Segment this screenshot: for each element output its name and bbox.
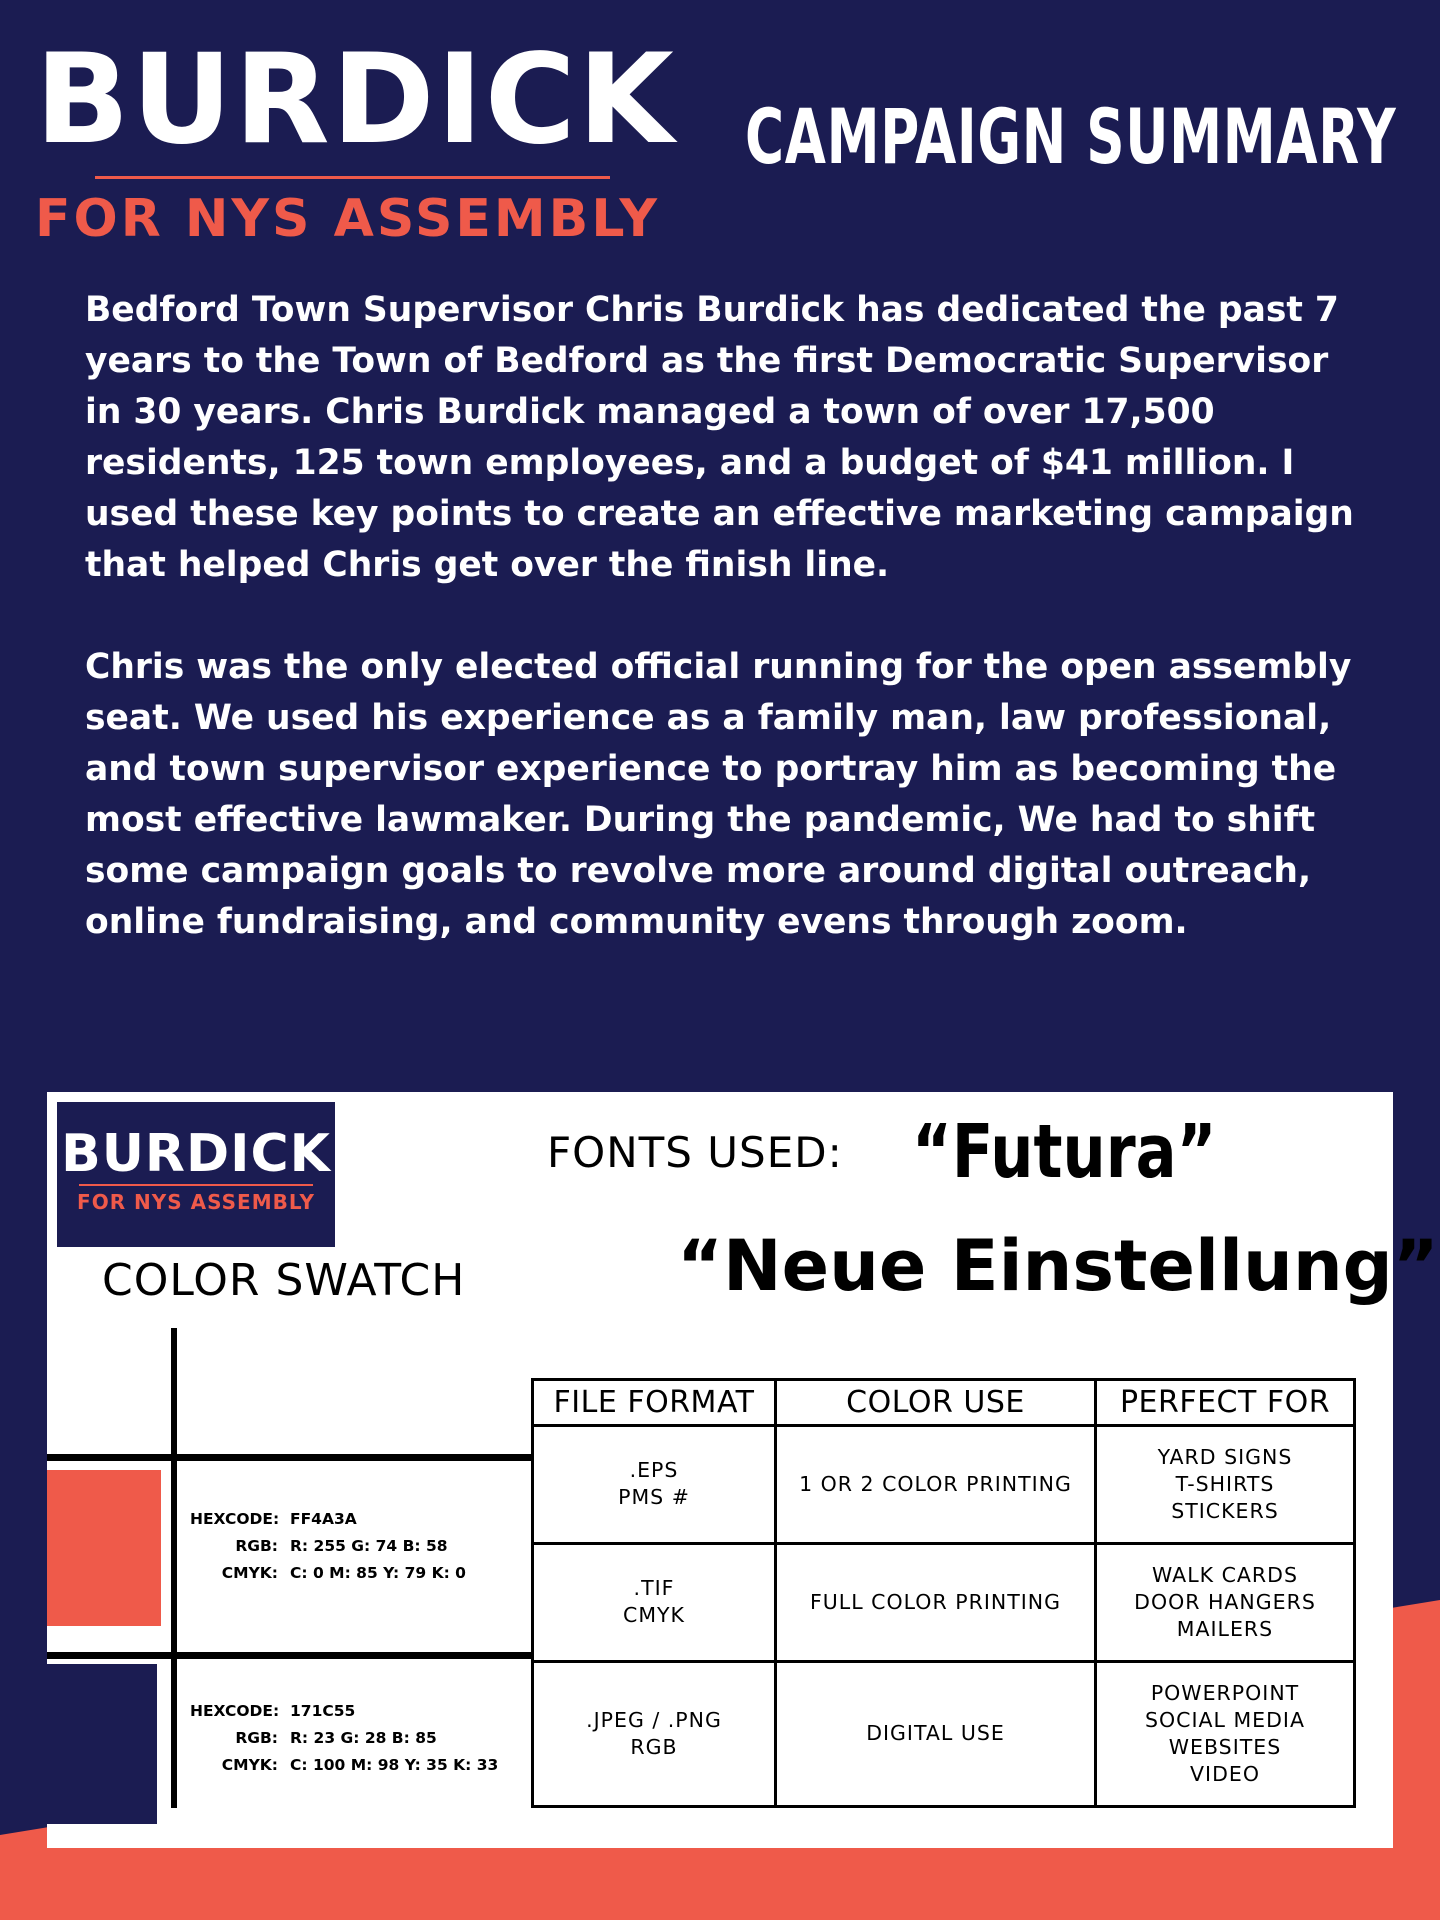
summary-paragraph-1: Bedford Town Supervisor Chris Burdick has dedicated the past 7 years to the Town of Bedford as the first Democratic Supervisor in 30 years. Chris Burdick managed a town of over 17,500 residents, 125 town employees, and a budget of $41 million. I used these key points to create an effective marketing campaign that helped Chris get over the finish line. — [85, 290, 1354, 585]
swatch-divider-top — [47, 1454, 531, 1461]
perfect-for-cell — [1096, 1543, 1355, 1661]
swatch-navy — [47, 1664, 157, 1824]
rgb-label: RGB: — [235, 1729, 278, 1747]
logo-subtitle: FOR NYS ASSEMBLY — [35, 189, 661, 249]
table-row — [533, 1543, 1355, 1661]
cmyk-label: CMYK: — [221, 1564, 278, 1582]
use-case: SOCIAL MEDIA — [1145, 1707, 1305, 1732]
file-format-detail: RGB — [630, 1734, 678, 1759]
summary-text — [85, 285, 1375, 999]
font-secondary: “Neue Einstellung” — [677, 1225, 1439, 1307]
use-case: YARD SIGNS — [1157, 1444, 1293, 1469]
color-use-cell: 1 OR 2 COLOR PRINTING — [776, 1426, 1096, 1544]
hex-value: 171C55 — [290, 1702, 356, 1720]
file-format-cell — [533, 1426, 776, 1544]
campaign-logo — [35, 28, 676, 249]
header-perfect-for: PERFECT FOR — [1096, 1380, 1355, 1426]
rgb-label: RGB: — [235, 1537, 278, 1555]
swatch-divider-middle — [47, 1652, 531, 1659]
logo-divider — [95, 176, 610, 179]
swatch-coral-specs — [190, 1506, 466, 1587]
color-use-cell: DIGITAL USE — [776, 1661, 1096, 1806]
use-case: WEBSITES — [1168, 1734, 1282, 1759]
use-case: T-SHIRTS — [1175, 1471, 1275, 1496]
file-format: .TIF — [633, 1576, 675, 1601]
color-swatch-title: COLOR SWATCH — [102, 1255, 466, 1306]
file-format-cell — [533, 1661, 776, 1806]
use-case: POWERPOINT — [1150, 1680, 1300, 1705]
hex-label: HEXCODE: — [190, 1702, 280, 1720]
use-case: MAILERS — [1176, 1616, 1274, 1641]
file-format-table — [531, 1378, 1356, 1808]
use-case: DOOR HANGERS — [1134, 1589, 1316, 1614]
use-case: STICKERS — [1171, 1498, 1279, 1523]
cmyk-value: C: 0 M: 85 Y: 79 K: 0 — [290, 1564, 466, 1582]
use-case: WALK CARDS — [1152, 1562, 1298, 1587]
logo-name: BURDICK — [35, 28, 676, 172]
card-logo-divider — [79, 1184, 313, 1186]
file-format-detail: CMYK — [623, 1603, 685, 1628]
fonts-used-label: FONTS USED: — [547, 1128, 843, 1177]
swatch-divider-vertical — [171, 1328, 177, 1808]
summary-paragraph-2: Chris was the only elected official running for the open assembly seat. We used his experience as a family man, law professional, and town supervisor experience to portray him as becoming the most effective lawmaker. During the pandemic, We had to shift some campaign goals to revolve more around digital outreach, online fundraising, and community evens through zoom. — [85, 647, 1352, 942]
hex-label: HEXCODE: — [190, 1510, 280, 1528]
page-title: CAMPAIGN SUMMARY — [745, 92, 1397, 181]
card-logo — [57, 1102, 335, 1247]
file-format-detail: PMS # — [618, 1485, 690, 1510]
file-format: .JPEG / .PNG — [586, 1707, 722, 1732]
use-case: VIDEO — [1190, 1761, 1260, 1786]
rgb-value: R: 23 G: 28 B: 85 — [290, 1729, 437, 1747]
swatch-navy-specs — [190, 1698, 498, 1779]
rgb-value: R: 255 G: 74 B: 58 — [290, 1537, 448, 1555]
card-logo-subtitle: FOR NYS ASSEMBLY — [77, 1190, 315, 1214]
perfect-for-cell — [1096, 1661, 1355, 1806]
style-guide-card — [47, 1092, 1439, 1848]
hex-value: FF4A3A — [290, 1510, 357, 1528]
header-color-use: COLOR USE — [776, 1380, 1096, 1426]
table-row — [533, 1661, 1355, 1806]
font-primary: “Futura” — [912, 1109, 1217, 1195]
perfect-for-cell — [1096, 1426, 1355, 1544]
swatch-coral — [47, 1470, 161, 1626]
file-format-cell — [533, 1543, 776, 1661]
table-row — [533, 1426, 1355, 1544]
file-format: .EPS — [629, 1458, 679, 1483]
header-file-format: FILE FORMAT — [533, 1380, 776, 1426]
cmyk-label: CMYK: — [221, 1756, 278, 1774]
cmyk-value: C: 100 M: 98 Y: 35 K: 33 — [290, 1756, 499, 1774]
color-use-cell: FULL COLOR PRINTING — [776, 1543, 1096, 1661]
card-logo-name: BURDICK — [61, 1124, 331, 1184]
